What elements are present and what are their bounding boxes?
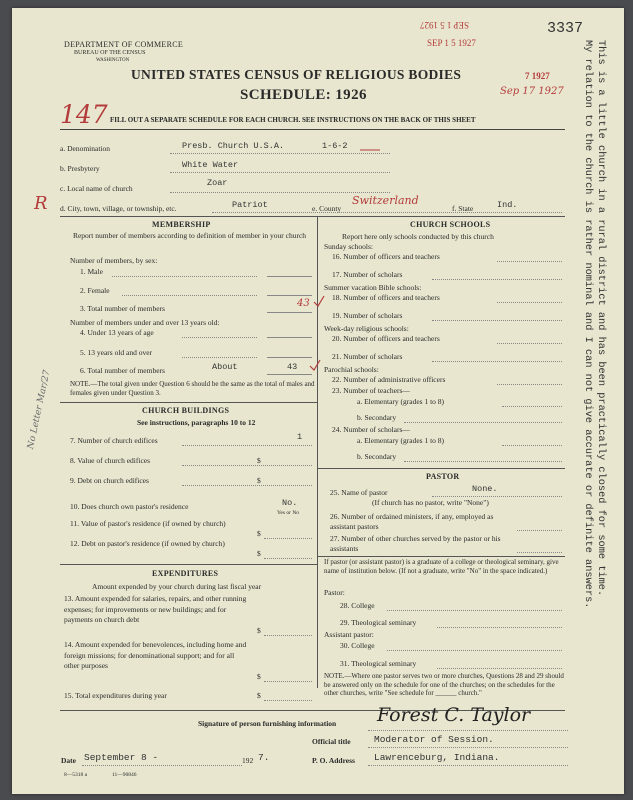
q14-dollar: $ <box>257 672 261 681</box>
state-value: Ind. <box>497 200 518 210</box>
denomination-value: Presb. Church U.S.A. <box>182 141 285 151</box>
section-rule <box>60 216 565 217</box>
q17-label: 17. Number of scholars <box>332 270 403 279</box>
bureau-label: BUREAU OF THE CENSUS <box>74 50 146 56</box>
signature-value: Forest C. Taylor <box>377 704 531 726</box>
q11-dollar: $ <box>257 529 261 538</box>
graduate-note: If pastor (or assistant pastor) is a graduate of a college or theological seminary, give name of institution below. (If not a graduate, write "No" in the space indicated.) <box>324 558 559 575</box>
q22-label: 22. Number of administrative officers <box>332 375 446 384</box>
separate-schedule-instruction: FILL OUT A SEPARATE SCHEDULE FOR EACH CHURCH. SEE INSTRUCTIONS ON THE BACK OF THIS SHEET <box>110 116 476 124</box>
handwritten-r-mark: R <box>34 193 48 214</box>
denomination-code: 1-6-2 <box>322 141 348 151</box>
pastor-sub-label: Pastor: <box>324 588 345 597</box>
q10-hint: Yes or No <box>277 510 300 516</box>
q6-about-value: About <box>212 362 238 372</box>
q27-label: 27. Number of other churches served by the pastor or his assistants <box>330 534 501 553</box>
department-label: DEPARTMENT OF COMMERCE <box>64 40 184 49</box>
official-title-label: Official title <box>312 737 351 746</box>
q18-label: 18. Number of officers and teachers <box>332 293 440 302</box>
city-value: Patriot <box>232 200 268 210</box>
address-value: Lawrenceburg, Indiana. <box>374 752 500 763</box>
schools-heading: CHURCH SCHOOLS <box>410 220 491 229</box>
q13-label: 13. Amount expended for salaries, repairs, and other running expenses; for improvements or new buildings; and for payments on church debt <box>64 594 247 624</box>
q8-dollar: $ <box>257 456 261 465</box>
address-label: P. O. Address <box>312 756 355 765</box>
expenditures-intro: Amount expended by your church during last fiscal year <box>92 582 262 591</box>
form-title: UNITED STATES CENSUS OF RELIGIOUS BODIES <box>131 67 462 82</box>
q3-total-label: 3. Total number of members <box>80 304 165 313</box>
q24a-label: a. Elementary (grades 1 to 8) <box>357 436 445 445</box>
q12-label: 12. Debt on pastor's residence (if owned by church) <box>70 539 225 548</box>
pastor-note: NOTE.—Where one pastor serves two or more churches, Questions 28 and 29 should be answered only on the schedule for one of the churches; on the schedules for the other churches, write "See schedule for ______ church." <box>324 672 564 697</box>
schools-intro: Report here only schools conducted by this church <box>342 232 494 241</box>
q6-total-label: 6. Total number of members <box>80 366 165 375</box>
presbytery-label: b. Presbytery <box>60 164 100 173</box>
year-prefix: 192 <box>242 756 254 765</box>
expenditures-heading: EXPENDITURES <box>152 569 219 578</box>
age-intro-label: Number of members under and over 13 years old: <box>70 318 220 327</box>
q15-label: 15. Total expenditures during year <box>64 691 167 700</box>
q8-label: 8. Value of church edifices <box>70 456 151 465</box>
membership-bottom-rule <box>60 402 317 403</box>
assistant-sub-label: Assistant pastor: <box>324 630 374 639</box>
form-subtitle: SCHEDULE: 1926 <box>240 87 367 103</box>
check-mark-icon <box>312 294 326 308</box>
q13-dollar: $ <box>257 626 261 635</box>
q10-value: No. <box>282 498 298 508</box>
q25-label: 25. Name of pastor <box>330 488 388 497</box>
q24b-label: b. Secondary <box>357 452 397 461</box>
handwritten-number: 147 <box>60 100 108 129</box>
official-title-value: Moderator of Session. <box>374 734 494 745</box>
q25-hint: (If church has no pastor, write "None") <box>372 498 489 507</box>
handwritten-date: Sep 17 1927 <box>500 86 564 97</box>
weekday-label: Week-day religious schools: <box>324 324 409 333</box>
q9-dollar: $ <box>257 476 261 485</box>
denomination-label: a. Denomination <box>60 144 110 153</box>
membership-intro: Report number of members according to definition of member in your church <box>72 231 307 240</box>
date-label: Date <box>61 756 76 765</box>
q30-label: 30. College <box>340 641 375 650</box>
membership-note: NOTE.—The total given under Question 6 should be the same as the total of males and females given under Question 3. <box>70 380 315 397</box>
q4-under13-label: 4. Under 13 years of age <box>80 328 154 337</box>
q6-total-value: 43 <box>287 362 298 372</box>
q23a-label: a. Elementary (grades 1 to 8) <box>357 397 445 406</box>
date-value: September 8 - <box>84 752 159 763</box>
signature-label: Signature of person furnishing information <box>198 719 337 728</box>
state-label: f. State <box>452 204 474 213</box>
q12-dollar: $ <box>257 549 261 558</box>
q14-label: 14. Amount expended for benevolences, including home and foreign missions; for denominational support; and for all other purposes <box>64 640 247 670</box>
q11-label: 11. Value of pastor's residence (if owned by church) <box>70 519 226 528</box>
q23b-label: b. Secondary <box>357 413 397 422</box>
q23-label: 23. Number of teachers— <box>332 386 410 395</box>
q21-label: 21. Number of scholars <box>332 352 403 361</box>
buildings-bottom-rule <box>60 564 317 565</box>
underline-mark-icon <box>360 142 380 152</box>
check-mark-icon <box>308 358 322 372</box>
pastor-heading: PASTOR <box>426 472 460 481</box>
q9-label: 9. Debt on church edifices <box>70 476 149 485</box>
pastor-rule <box>317 556 565 557</box>
q24-label: 24. Number of scholars— <box>332 425 410 434</box>
q5-over13-label: 5. 13 years old and over <box>80 348 153 357</box>
q7-label: 7. Number of church edifices <box>70 436 158 445</box>
sunday-label: Sunday schools: <box>324 242 373 251</box>
q28-label: 28. College <box>340 601 375 610</box>
city-label-field: d. City, town, village, or township, etc. <box>60 204 177 213</box>
q1-male-label: 1. Male <box>80 267 103 276</box>
county-value: Switzerland <box>352 194 419 207</box>
buildings-intro: See instructions, paragraphs 10 to 12 <box>137 418 256 427</box>
q16-label: 16. Number of officers and teachers <box>332 252 440 261</box>
red-year-stamp: 7 1927 <box>525 71 550 81</box>
q25-value: None. <box>472 484 498 494</box>
form-number: 8—5318 a <box>64 772 88 778</box>
local-name-value: Zoar <box>207 178 228 188</box>
q7-value: 1 <box>297 432 303 442</box>
q10-label: 10. Does church own pastor's residence <box>70 502 189 511</box>
q31-label: 31. Theological seminary <box>340 659 417 668</box>
top-rule <box>60 129 565 130</box>
by-sex-label: Number of members, by sex: <box>70 256 158 265</box>
q19-label: 19. Number of scholars <box>332 311 403 320</box>
q2-female-label: 2. Female <box>80 286 110 295</box>
q15-dollar: $ <box>257 691 261 700</box>
buildings-heading: CHURCH BUILDINGS <box>142 406 230 415</box>
side-note-line-1: This is a little church in a rural district and has been practically closed for some time. <box>595 40 607 597</box>
local-name-label: c. Local name of church <box>60 184 133 193</box>
year-value: 7. <box>258 752 270 763</box>
q20-label: 20. Number of officers and teachers <box>332 334 440 343</box>
county-label: e. County <box>312 204 342 213</box>
census-schedule-sheet <box>12 8 624 794</box>
city-label: WASHINGTON <box>96 58 130 63</box>
side-note-line-2: My relation to the church is rather nominal and I can not give accurate or definite answers. <box>582 40 594 609</box>
received-stamp: SEP 1 5 1927 <box>427 38 476 48</box>
schools-bottom-rule <box>317 468 565 469</box>
presbytery-value: White Water <box>182 160 239 170</box>
q26-label: 26. Number of ordained ministers, if any, employed as assistant pastors <box>330 512 494 531</box>
summer-label: Summer vacation Bible schools: <box>324 283 422 292</box>
column-divider <box>317 216 318 688</box>
q29-label: 29. Theological seminary <box>340 618 417 627</box>
margin-pencil-note: No Letter Mar/27 <box>26 369 53 451</box>
print-number: 11—90846 <box>112 772 137 778</box>
membership-heading: MEMBERSHIP <box>152 220 211 229</box>
file-number-stamp: 3337 <box>547 20 584 37</box>
parochial-label: Parochial schools: <box>324 365 379 374</box>
received-stamp-inverted: SEP 1 5 1927 <box>420 20 469 30</box>
q3-total-value: 43 <box>297 298 310 309</box>
